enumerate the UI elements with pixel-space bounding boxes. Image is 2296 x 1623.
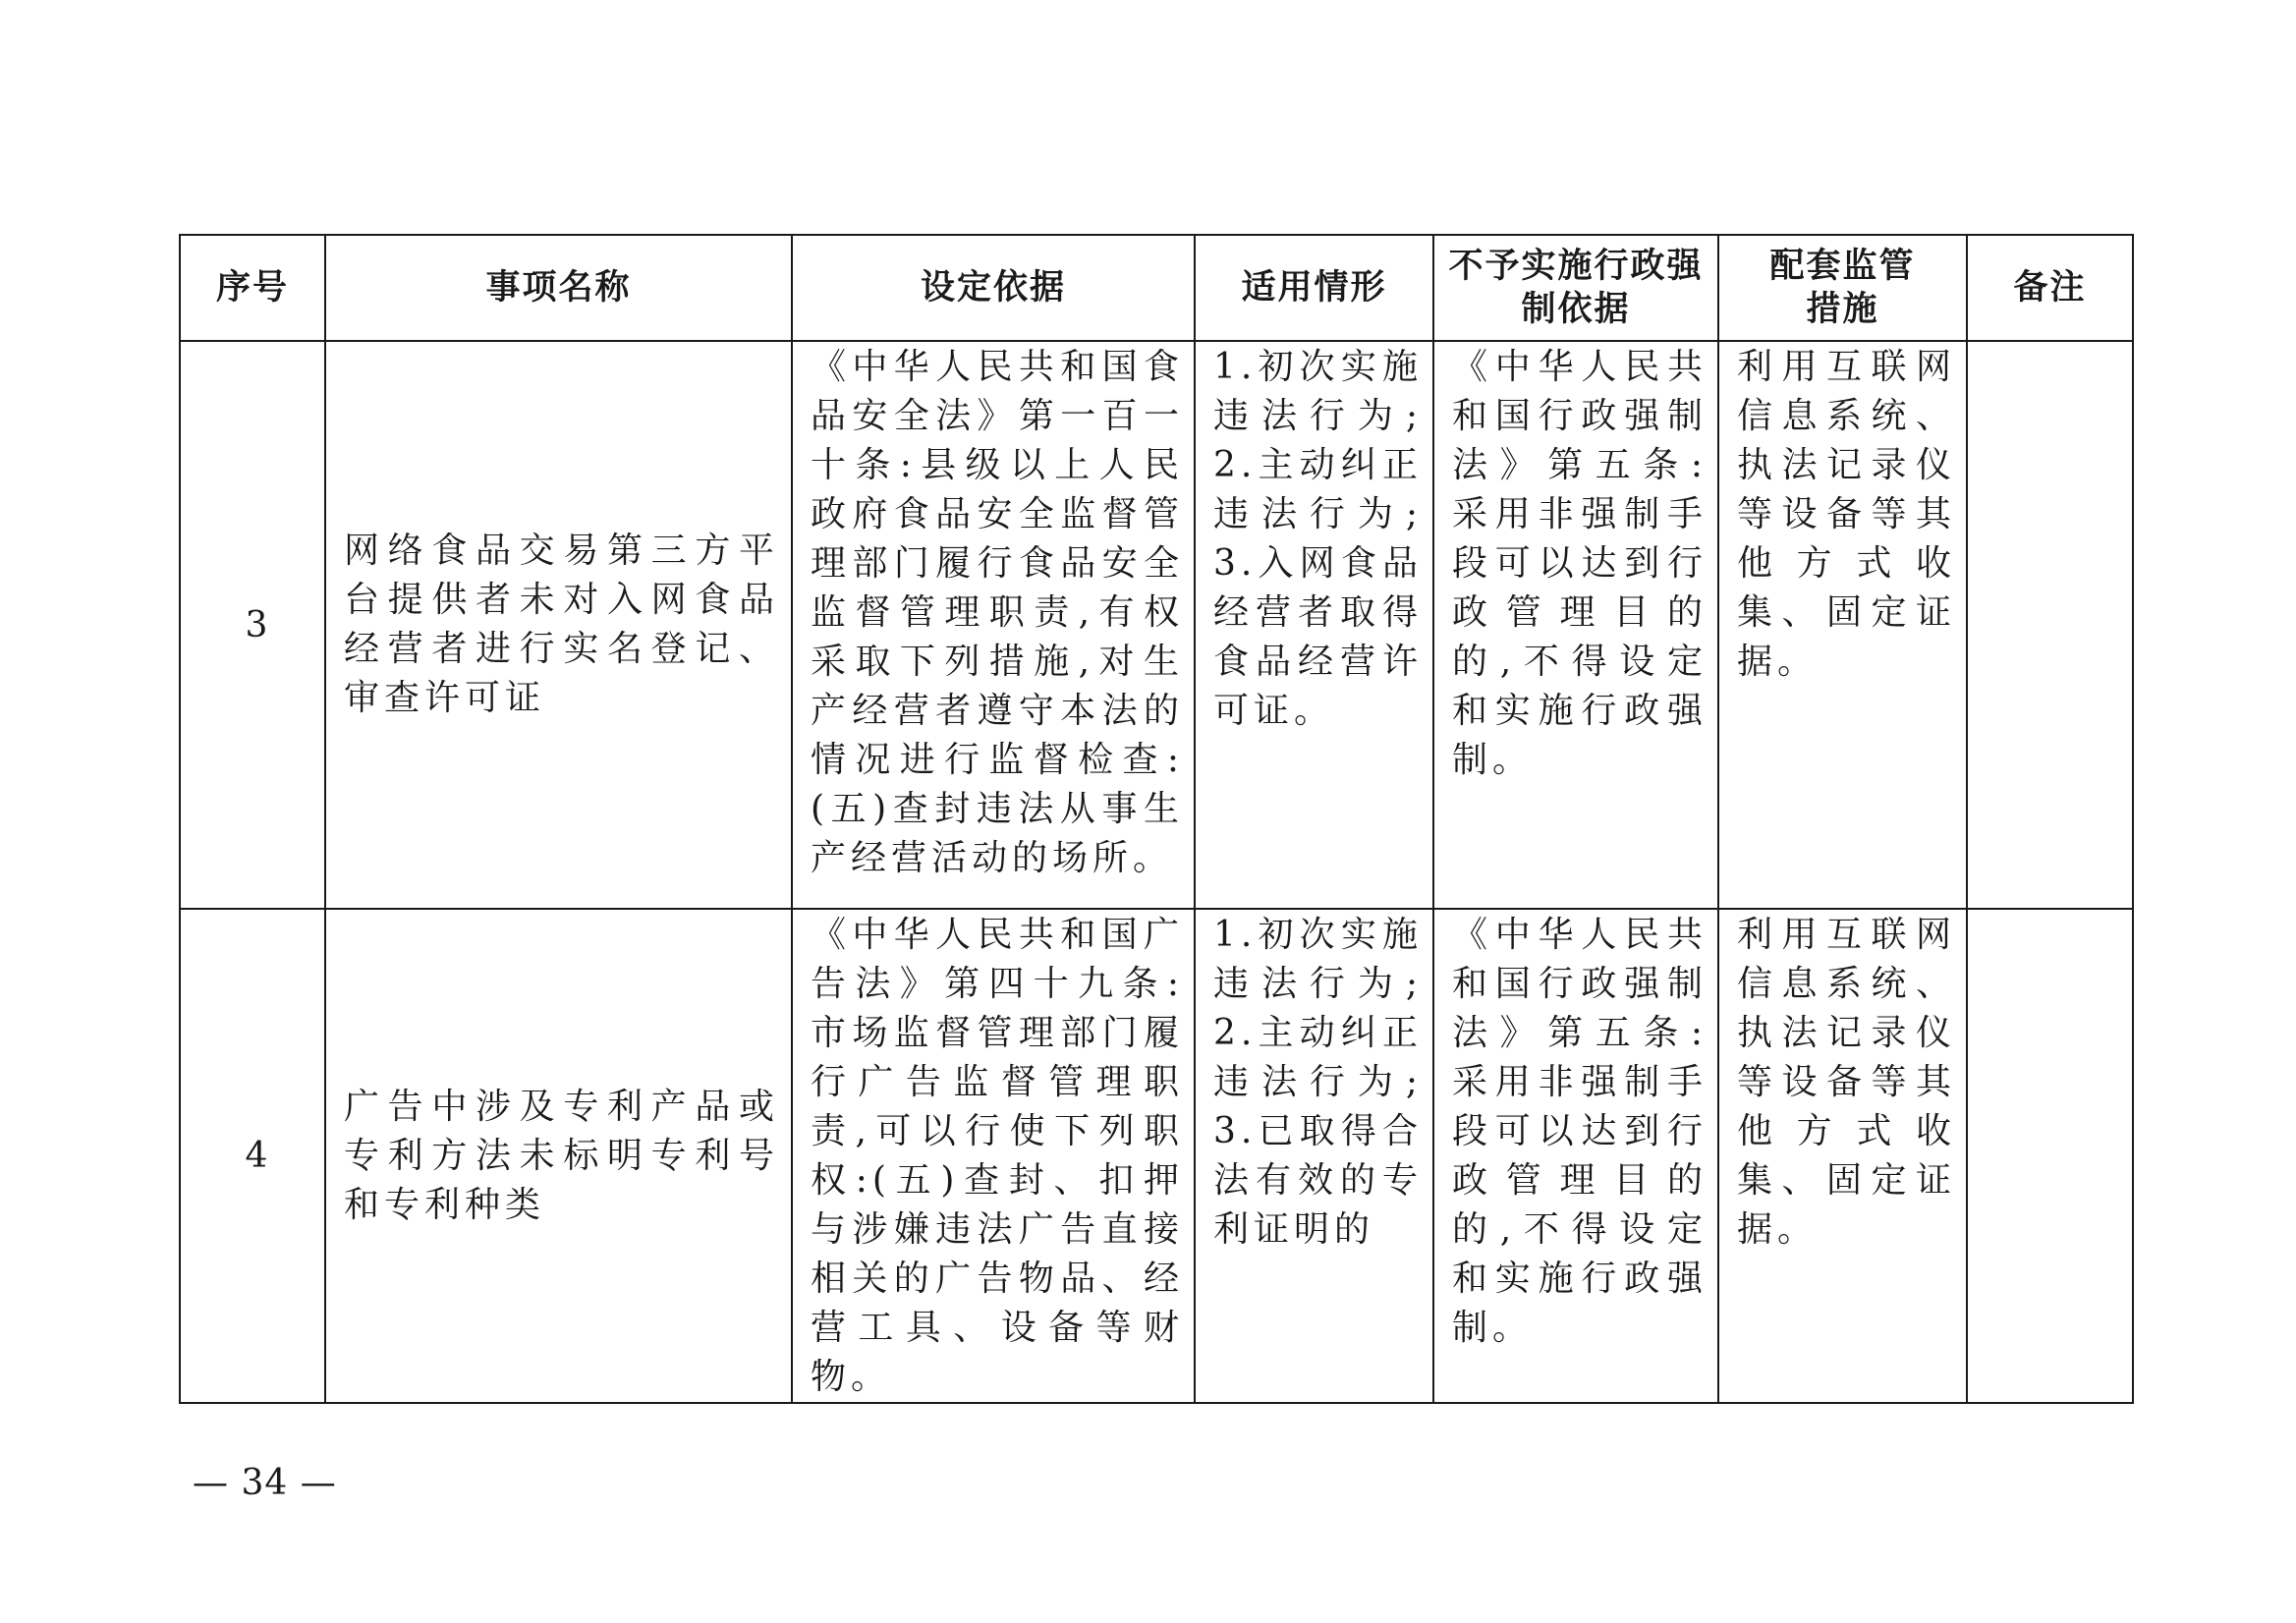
header-no-enforcement-basis: 不予实施行政强制依据: [1433, 235, 1718, 341]
cell-remarks: [1967, 341, 2133, 909]
header-seq: 序号: [180, 235, 325, 341]
header-basis: 设定依据: [792, 235, 1195, 341]
header-item-name: 事项名称: [325, 235, 792, 341]
cell-basis: 《中华人民共和国食品安全法》第一百一十条:县级以上人民政府食品安全监督管理部门履行食品安全监督管理职责,有权采取下列措施,对生产经营者遵守本法的情况进行监督检查:(五)查封违法从事生产经营活动的场所。: [792, 341, 1195, 909]
cell-item-name: 网络食品交易第三方平台提供者未对入网食品经营者进行实名登记、审查许可证: [325, 341, 792, 909]
cell-seq: 4: [180, 909, 325, 1403]
table-row: [180, 909, 2133, 1403]
cell-supervision-measures: 利用互联网信息系统、执法记录仪等设备等其他方式收集、固定证据。: [1718, 909, 1967, 1403]
cell-no-enforcement-basis: 《中华人民共和国行政强制法》第五条:采用非强制手段可以达到行政管理目的的,不得设定和实施行政强制。: [1433, 341, 1718, 909]
table-row: [180, 341, 2133, 909]
cell-basis: 《中华人民共和国广告法》第四十九条:市场监督管理部门履行广告监督管理职责,可以行使下列职权:(五)查封、扣押与涉嫌违法广告直接相关的广告物品、经营工具、设备等财物。: [792, 909, 1195, 1403]
cell-situation: 1.初次实施违法行为;2.主动纠正违法行为;3.已取得合法有效的专利证明的: [1195, 909, 1433, 1403]
header-situation: 适用情形: [1195, 235, 1433, 341]
cell-situation: 1.初次实施违法行为;2.主动纠正违法行为;3.入网食品经营者取得食品经营许可证。: [1195, 341, 1433, 909]
cell-item-name: 广告中涉及专利产品或专利方法未标明专利号和专利种类: [325, 909, 792, 1403]
header-supervision-measures: 配套监管措施: [1718, 235, 1967, 341]
cell-supervision-measures: 利用互联网信息系统、执法记录仪等设备等其他方式收集、固定证据。: [1718, 341, 1967, 909]
table-header-row: [180, 235, 2133, 341]
cell-remarks: [1967, 909, 2133, 1403]
page-number: — 34 —: [193, 1463, 337, 1503]
header-remarks: 备注: [1967, 235, 2133, 341]
cell-seq: 3: [180, 341, 325, 909]
cell-no-enforcement-basis: 《中华人民共和国行政强制法》第五条:采用非强制手段可以达到行政管理目的的,不得设定和实施行政强制。: [1433, 909, 1718, 1403]
enforcement-list-table: [179, 234, 2134, 1404]
